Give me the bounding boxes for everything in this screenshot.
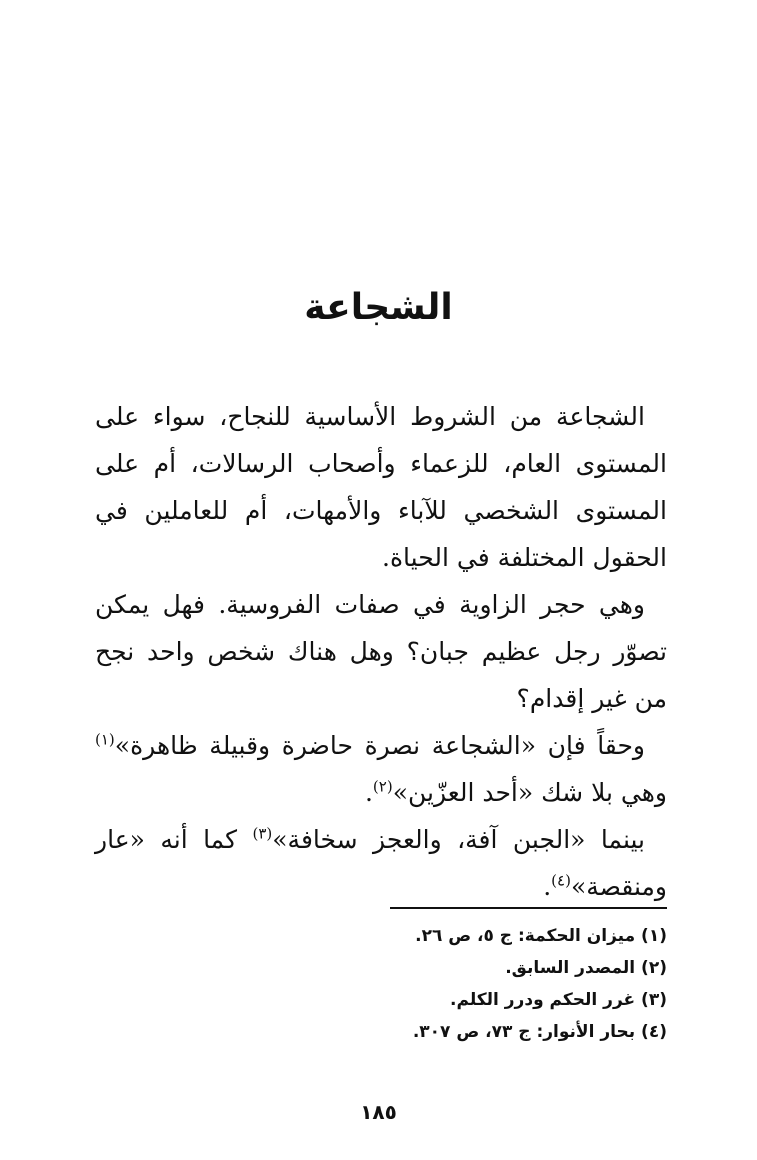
footnote-reference: (٤) — [551, 871, 571, 890]
footnote: (٤) بحار الأنوار: ج ٧٣، ص ٣٠٧. — [412, 1022, 667, 1042]
paragraph — [95, 393, 667, 581]
page-number: ١٨٥ — [360, 1100, 397, 1124]
paragraph-text: كما أنه «عار ومنقصة» — [95, 825, 667, 901]
footnote: (١) ميزان الحكمة: ج ٥، ص ٢٦. — [415, 926, 667, 946]
chapter-title: الشجاعة — [304, 287, 453, 328]
footnote-divider — [390, 907, 667, 909]
chapter-body — [95, 393, 667, 910]
paragraph — [95, 581, 667, 722]
footnote-reference: (٢) — [372, 777, 393, 796]
paragraph-text: الشجاعة من الشروط الأساسية للنجاح، سواء على المستوى العام، للزعماء وأصحاب الرسالات، أم على المستوى الشخصي للآباء والأمهات، أم للعاملين في الحقول المختلفة في الحياة. — [95, 402, 667, 572]
paragraph-text: . — [364, 778, 373, 807]
paragraph-text: وهي بلا شك «أحد العزّين» — [392, 778, 667, 807]
paragraph-text: بينما «الجبن آفة، والعجز سخافة» — [272, 825, 645, 854]
paragraph — [95, 722, 667, 816]
footnote-reference: (١) — [95, 730, 115, 749]
paragraph-text: وهي حجر الزاوية في صفات الفروسية. فهل يمكن تصوّر رجل عظيم جبان؟ وهل هناك شخص واحد نجح من غير إقدام؟ — [95, 590, 667, 713]
paragraph-text: وحقاً فإن «الشجاعة نصرة حاضرة وقبيلة ظاهرة» — [114, 731, 645, 760]
paragraph — [95, 816, 667, 910]
footnote: (٢) المصدر السابق. — [505, 958, 667, 978]
footnote: (٣) غرر الحكم ودرر الكلم. — [450, 990, 667, 1010]
footnotes-list — [120, 920, 667, 1048]
paragraph-text: . — [543, 872, 552, 901]
footnote-reference: (٣) — [252, 824, 273, 843]
